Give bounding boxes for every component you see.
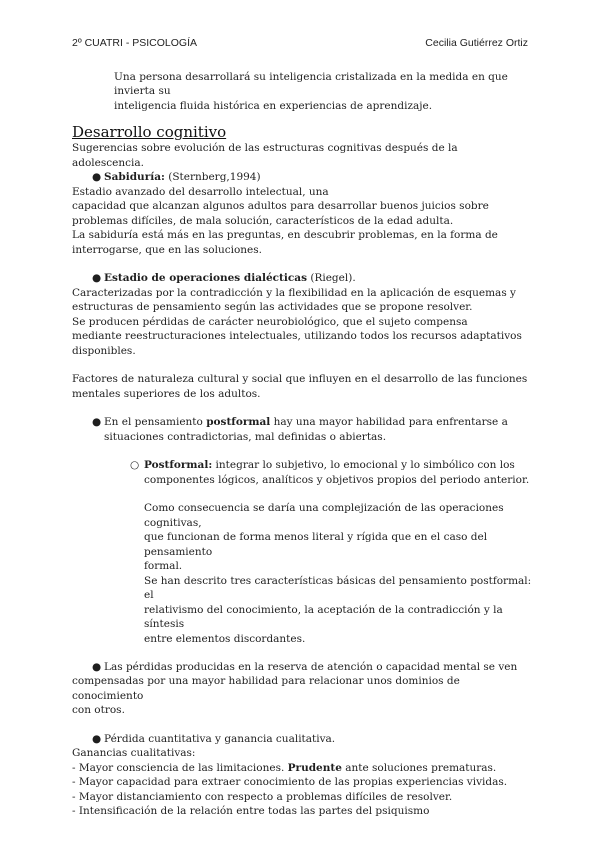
dialecticas-line: estructuras de pensamiento según las actividades que se propone resolver. bbox=[72, 301, 473, 314]
postformal-bold: postformal bbox=[206, 416, 271, 429]
ganancias-item: - Intensificación de la relación entre todas las partes del psiquismo bbox=[72, 805, 430, 818]
sabiduria-line: Estadio avanzado del desarrollo intelectual, una bbox=[72, 185, 329, 198]
bullet-icon: ● bbox=[92, 272, 102, 285]
sabiduria-ref: (Sternberg,1994) bbox=[164, 171, 261, 184]
postformal-para-line: que funcionan de forma menos literal y rígida que en el caso del pensamiento bbox=[144, 531, 488, 558]
sabiduria-bullet bbox=[92, 170, 532, 184]
ganancias-item1-bold: Prudente bbox=[287, 761, 342, 774]
postformal-pre: En el pensamiento bbox=[104, 416, 207, 429]
header-author: Cecilia Gutiérrez Ortiz bbox=[425, 37, 528, 49]
section-title: Desarrollo cognitivo bbox=[72, 123, 227, 142]
ganancias-title: Ganancias cualitativas: bbox=[72, 747, 196, 760]
sabiduria-line: capacidad que alcanzan algunos adultos para desarrollar buenos juicios sobre bbox=[72, 200, 489, 213]
postformal-sub-line: componentes lógicos, analíticos y objetivos propios del periodo anterior. bbox=[144, 473, 530, 486]
intro-paragraph bbox=[114, 70, 532, 113]
hollow-bullet-icon: ○ bbox=[130, 459, 140, 472]
perdidas-bullet bbox=[92, 660, 532, 674]
dialecticas-line: disponibles. bbox=[72, 344, 136, 357]
postformal-sub-label: Postformal: bbox=[144, 459, 213, 472]
perdidas-line: Las pérdidas producidas en la reserva de atención o capacidad mental se ven bbox=[104, 660, 518, 673]
postformal-sub-head bbox=[144, 458, 515, 472]
perdidas-line: con otros. bbox=[72, 704, 125, 717]
dialecticas-label: Estadio de operaciones dialécticas bbox=[104, 272, 308, 285]
factores-line: mentales superiores de los adultos. bbox=[72, 387, 261, 400]
bullet-icon: ● bbox=[92, 171, 102, 184]
ganancias-item: - Mayor capacidad para extraer conocimiento de las propias experiencias vividas. bbox=[72, 776, 508, 789]
perdida-cuantitativa-text: Pérdida cuantitativa y ganancia cualitativa. bbox=[104, 732, 336, 745]
dialecticas-line: mediante reestructuraciones intelectuales, utilizando todos los recursos adaptativos bbox=[72, 330, 522, 343]
document-body bbox=[72, 70, 532, 819]
postformal-sub-text: integrar lo subjetivo, lo emocional y lo simbólico con los bbox=[212, 459, 515, 472]
intro-line: Una persona desarrollará su inteligencia cristalizada en la medida en que invierta su bbox=[114, 71, 508, 98]
sabiduria-line: La sabiduría está más en las preguntas, en descubrir problemas, en la forma de bbox=[72, 229, 498, 242]
postformal-bullet bbox=[92, 415, 532, 429]
ganancias-item: - Mayor distanciamiento con respecto a problemas difíciles de resolver. bbox=[72, 790, 453, 803]
intro-line: inteligencia fluida histórica en experiencias de aprendizaje. bbox=[114, 99, 433, 112]
ganancias-item1-pre: - Mayor consciencia de las limitaciones. bbox=[72, 761, 288, 774]
postformal-para-line: Como consecuencia se daría una complejización de las operaciones cognitivas, bbox=[144, 502, 504, 529]
postformal-para-line: relativismo del conocimiento, la aceptación de la contradicción y la síntesis bbox=[144, 603, 503, 631]
sabiduria-head bbox=[104, 170, 261, 184]
dialecticas-line: Caracterizadas por la contradicción y la flexibilidad en la aplicación de esquemas y bbox=[72, 286, 516, 299]
perdidas-line: compensadas por una mayor habilidad para relacionar unos dominios de conocimiento bbox=[72, 675, 460, 702]
perdida-cuantitativa-bullet bbox=[92, 732, 532, 746]
ganancias-item1-post: ante soluciones prematuras. bbox=[341, 761, 497, 774]
dialecticas-line: Se producen pérdidas de carácter neurobiológico, que el sujeto compensa bbox=[72, 315, 468, 328]
bullet-icon: ● bbox=[92, 416, 102, 429]
postformal-para-line: formal. bbox=[144, 560, 183, 573]
dialecticas-head bbox=[104, 271, 356, 285]
dialecticas-ref: (Riegel). bbox=[307, 272, 356, 285]
postformal-post: hay una mayor habilidad para enfrentarse a bbox=[270, 416, 508, 429]
sabiduria-line: interrogarse, que en las soluciones. bbox=[72, 243, 262, 256]
bullet-icon: ● bbox=[92, 660, 102, 673]
section-intro: Sugerencias sobre evolución de las estructuras cognitivas después de la adolescencia. bbox=[72, 142, 458, 169]
ganancias-item bbox=[72, 761, 532, 775]
header-course: 2º CUATRI - PSICOLOGÍA bbox=[72, 37, 197, 49]
postformal-line: situaciones contradictorias, mal definidas o abiertas. bbox=[104, 430, 387, 443]
factores-line: Factores de naturaleza cultural y social que influyen en el desarrollo de las funciones bbox=[72, 373, 528, 386]
postformal-para-line: entre elementos discordantes. bbox=[144, 632, 306, 645]
postformal-sub-bullet bbox=[130, 458, 532, 472]
postformal-para-line: Se han descrito tres características básicas del pensamiento postformal: el bbox=[144, 574, 532, 602]
postformal-head bbox=[104, 415, 508, 429]
bullet-icon: ● bbox=[92, 732, 102, 745]
sabiduria-label: Sabiduría: bbox=[104, 171, 165, 184]
dialecticas-bullet bbox=[92, 271, 532, 285]
sabiduria-line: problemas difíciles, de mala solución, característicos de la edad adulta. bbox=[72, 214, 454, 227]
page-header bbox=[72, 36, 528, 50]
